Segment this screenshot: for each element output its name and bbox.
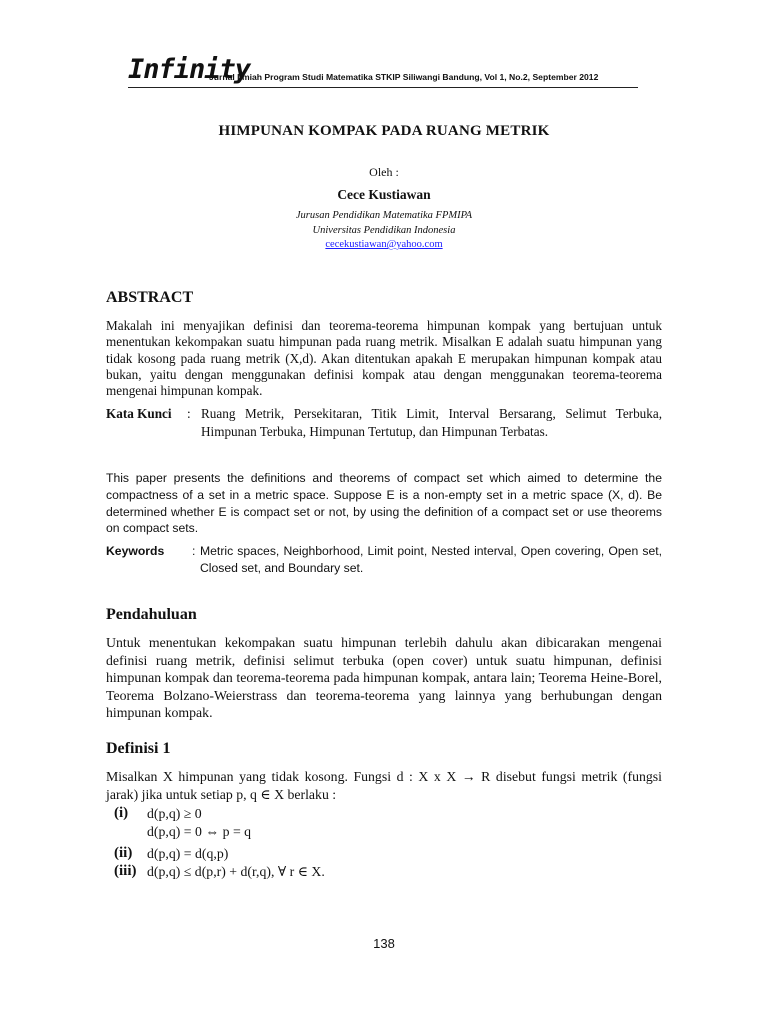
item-formula: d(p,q) = d(q,p) [147,846,229,861]
journal-header [128,54,638,88]
journal-info: Jurnal Ilmiah Program Studi Matematika STKIP Siliwangi Bandung, Vol 1, No.2, September 2012 [209,72,599,82]
page-number: 138 [373,936,395,951]
pendahuluan-text: Untuk menentukan kekompakan suatu himpunan terlebih dahulu akan dibicarakan mengenai definisi ruang metrik, definisi selimut terbuka (open cover) untuk suatu himpunan, definisi himpunan kompak dan teorema-teorema pada himpunan kompak, antara lain; Teorema Heine-Borel, Teorema Bolzano-Weierstrass dan teorema-teorema yang lainnya yang berhubungan dengan himpunan kompak. [106,635,662,721]
author-name: Cece Kustiawan [337,187,431,202]
item-label: (ii) [114,845,133,861]
pendahuluan-heading: Pendahuluan [106,606,197,623]
item-formula: d(p,q) = 0 ⇔ p = q [147,824,252,839]
by-label: Oleh : [369,165,399,179]
keywords-colon: : [192,544,196,558]
definisi-text: Misalkan X himpunan yang tidak kosong. Fungsi d : X x X → R disebut fungsi metrik (fungsi jarak) jika untuk setiap p, q ∈ X berlaku : [106,769,662,802]
abstract-heading: ABSTRACT [106,289,194,306]
kata-kunci-colon: : [187,406,191,421]
abstract-text-id: Makalah ini menyajikan definisi dan teorema-teorema himpunan kompak yang bertujuan untuk menentukan kekompakan suatu himpunan pada ruang metrik. Misalkan E adalah suatu himpunan yang tidak kosong pada ruang metrik (X,d). Akan ditentukan apakah E merupakan himpunan kompak atau bukan, yaitu dengan menggunakan definisi kompak atau dengan menggunakan teorema-teorema mengenai himpunan kompak. [106,318,662,399]
journal-logo: Infinity [128,54,251,85]
affiliation-department: Jurusan Pendidikan Matematika FPMIPA [295,210,473,221]
item-formula: d(p,q) ≤ d(p,r) + d(r,q), ∀ r ∈ X. [147,864,325,879]
author-email-link[interactable]: cecekustiawan@yahoo.com [325,239,443,250]
paper-title: HIMPUNAN KOMPAK PADA RUANG METRIK [218,123,550,139]
abstract-text-en: This paper presents the definitions and theorems of compact set which aimed to determine the compactness of a set in a metric space. Suppose E is a non-empty set in a metric space (X, d). Be determined whether E is compact set or not, by using the definition of a compact set or use theorems on compact sets. [106,471,662,536]
kata-kunci-label: Kata Kunci [106,406,172,421]
keywords-label: Keywords [106,544,165,558]
definisi-heading: Definisi 1 [106,740,171,757]
item-label: (i) [114,805,129,821]
header-divider [128,87,638,88]
keywords-value: Metric spaces, Neighborhood, Limit point, Nested interval, Open covering, Open set, Closed set, and Boundary set. [200,544,662,575]
affiliation-university: Universitas Pendidikan Indonesia [312,225,456,236]
item-formula: d(p,q) ≥ 0 [147,806,202,821]
kata-kunci-value: Ruang Metrik, Persekitaran, Titik Limit, Interval Bersarang, Selimut Terbuka, Himpunan Terbuka, Himpunan Tertutup, dan Himpunan Terbatas. [201,406,662,439]
item-label: (iii) [114,863,137,879]
